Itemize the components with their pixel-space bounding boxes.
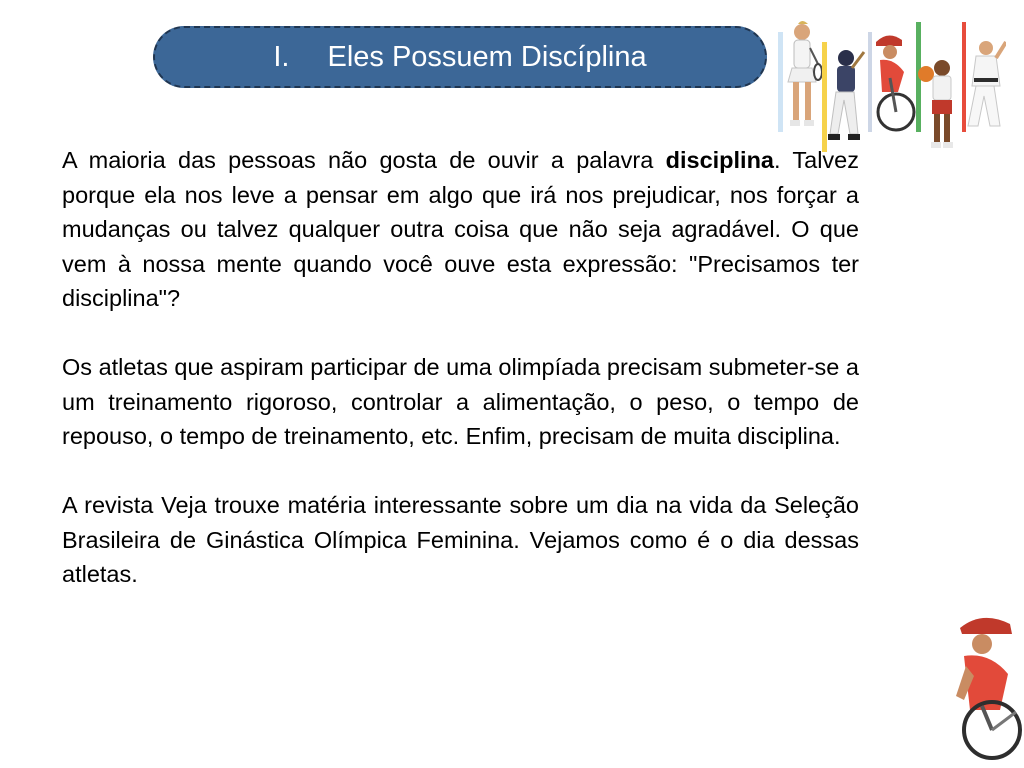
- paragraph-1: [62, 143, 859, 316]
- martial-artist-image: [962, 12, 1006, 160]
- cyclist-corner-image: [946, 606, 1024, 768]
- paragraph-3: A revista Veja trouxe matéria interessante sobre um dia na vida da Seleção Brasileira de Ginástica Olímpica Feminina. Vejamos como é o dia dessas atletas.: [62, 492, 859, 587]
- cyclist-image: [868, 12, 916, 160]
- slide-title: [153, 26, 767, 88]
- paragraph-1-start: A maioria das pessoas não gosta de ouvir a palavra: [62, 147, 666, 173]
- baseball-batter-image: [822, 12, 868, 160]
- paragraph-2: Os atletas que aspiram participar de uma olimpíada precisam submeter-se a um treinamento rigoroso, controlar a alimentação, o peso, o tempo de repouso, o tempo de treinamento, etc. Enfim, precisam de muita disciplina.: [62, 354, 859, 449]
- tennis-player-image: [778, 12, 822, 160]
- title-number: I.: [273, 40, 290, 73]
- title-text: Eles Possuem Discíplina: [327, 40, 647, 73]
- basketball-player-image: [916, 12, 962, 160]
- body-text: [62, 143, 859, 626]
- paragraph-1-end: . Talvez porque ela nos leve a pensar em algo que irá nos prejudicar, nos forçar a mudanças ou talvez qualquer outra coisa que não seja agradável. O que vem à nossa mente quando você ouve esta expressão: "Precisamos ter disciplina"?: [62, 147, 859, 311]
- bold-word: disciplina: [665, 147, 774, 173]
